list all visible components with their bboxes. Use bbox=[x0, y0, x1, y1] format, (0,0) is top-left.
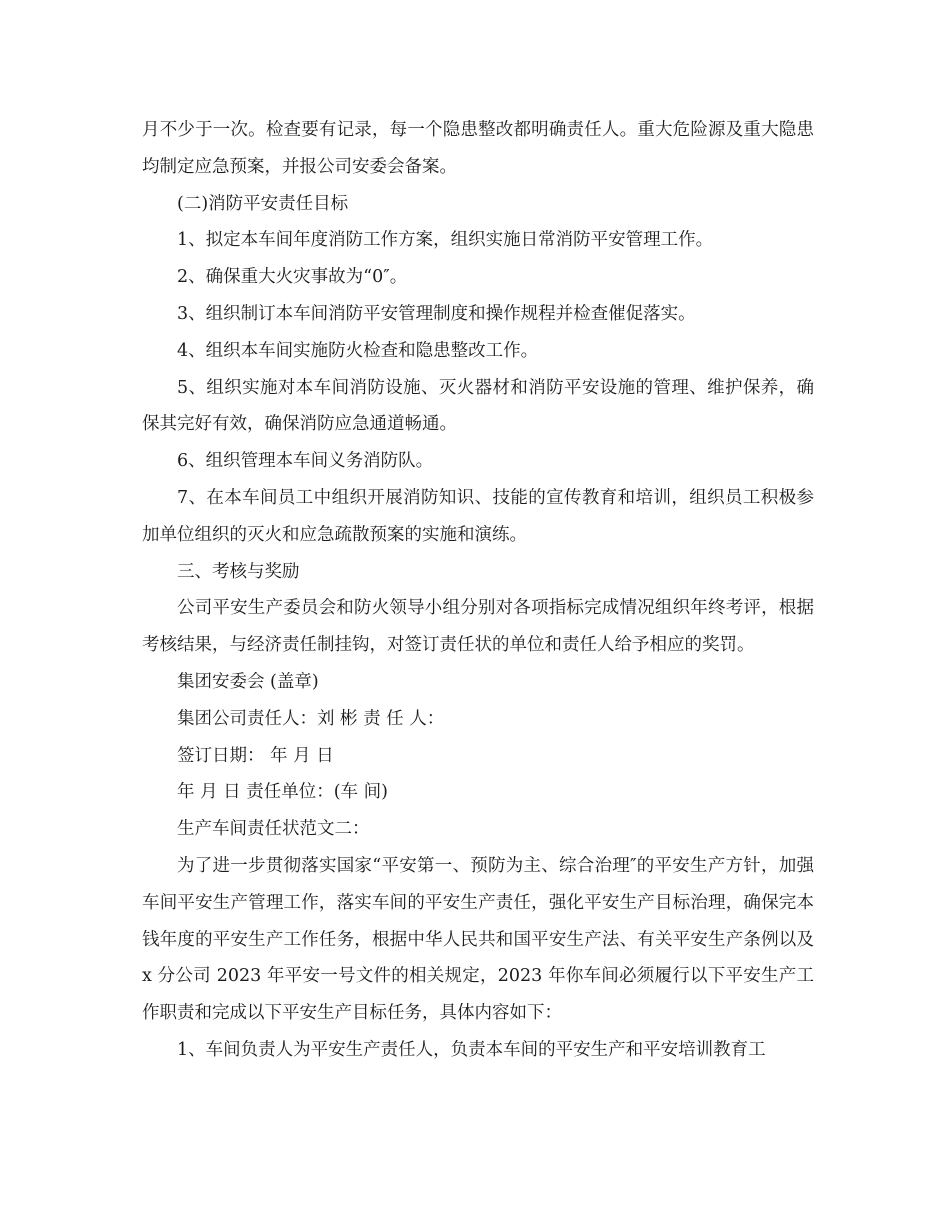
list-item: 7、在本车间员工中组织开展消防知识、技能的宣传教育和培训，组织员工积极参加单位组织的灭火和应急疏散预案的实施和演练。 bbox=[142, 487, 814, 545]
signature-date: 签订日期： 年 月 日 bbox=[177, 745, 334, 766]
section-heading-sample-two: 生产车间责任状范文二： bbox=[177, 819, 370, 840]
list-item: 1、拟定本车间年度消防工作方案，组织实施日常消防平安管理工作。 bbox=[177, 230, 714, 251]
list-item: 3、组织制订本车间消防平安管理制度和操作规程并检查催促落实。 bbox=[177, 303, 696, 324]
signature-line: 集团安委会 (盖章) bbox=[177, 671, 319, 692]
section-heading-assessment: 三、考核与奖励 bbox=[177, 561, 300, 582]
list-item: 6、组织管理本车间义务消防队。 bbox=[177, 451, 434, 472]
paragraph: 为了进一步贯彻落实国家“平安第一、预防为主、综合治理″的平安生产方针，加强车间平安生产管理工作，落实车间的平安生产责任，强化平安生产目标治理，确保完本钱年度的平安生产工作任务，根据中华人民共和国平安生产法、有关平安生产条例以及 x 分公司 2023 年平安一号文件的相关规定，2023 年你车间必须履行以下平安生产工作职责和完成以下平安生产目标任务，具体内容如下： bbox=[142, 855, 814, 1024]
list-item: 5、组织实施对本车间消防设施、灭火器材和消防平安设施的管理、维护保养，确保其完好有效，确保消防应急通道畅通。 bbox=[142, 377, 814, 435]
list-item: 2、确保重大火灾事故为“0″。 bbox=[177, 267, 408, 288]
list-item: 1、车间负责人为平安生产责任人，负责本车间的平安生产和平安培训教育工 bbox=[177, 1039, 766, 1060]
signature-line: 集团公司责任人：刘 彬 责 任 人： bbox=[177, 708, 445, 729]
list-item: 4、组织本车间实施防火检查和隐患整改工作。 bbox=[177, 340, 539, 361]
paragraph-continuation: 月不少于一次。检查要有记录，每一个隐患整改都明确责任人。重大危险源及重大隐患均制定应急预案，并报公司安委会备案。 bbox=[142, 120, 814, 177]
paragraph: 公司平安生产委员会和防火领导小组分别对各项指标完成情况组织年终考评，根据考核结果，与经济责任制挂钩，对签订责任状的单位和责任人给予相应的奖罚。 bbox=[142, 598, 814, 656]
document-body bbox=[142, 112, 814, 1069]
section-heading-fire-safety: (二)消防平安责任目标 bbox=[177, 193, 349, 214]
signature-line: 年 月 日 责任单位：(车 间) bbox=[177, 782, 388, 803]
